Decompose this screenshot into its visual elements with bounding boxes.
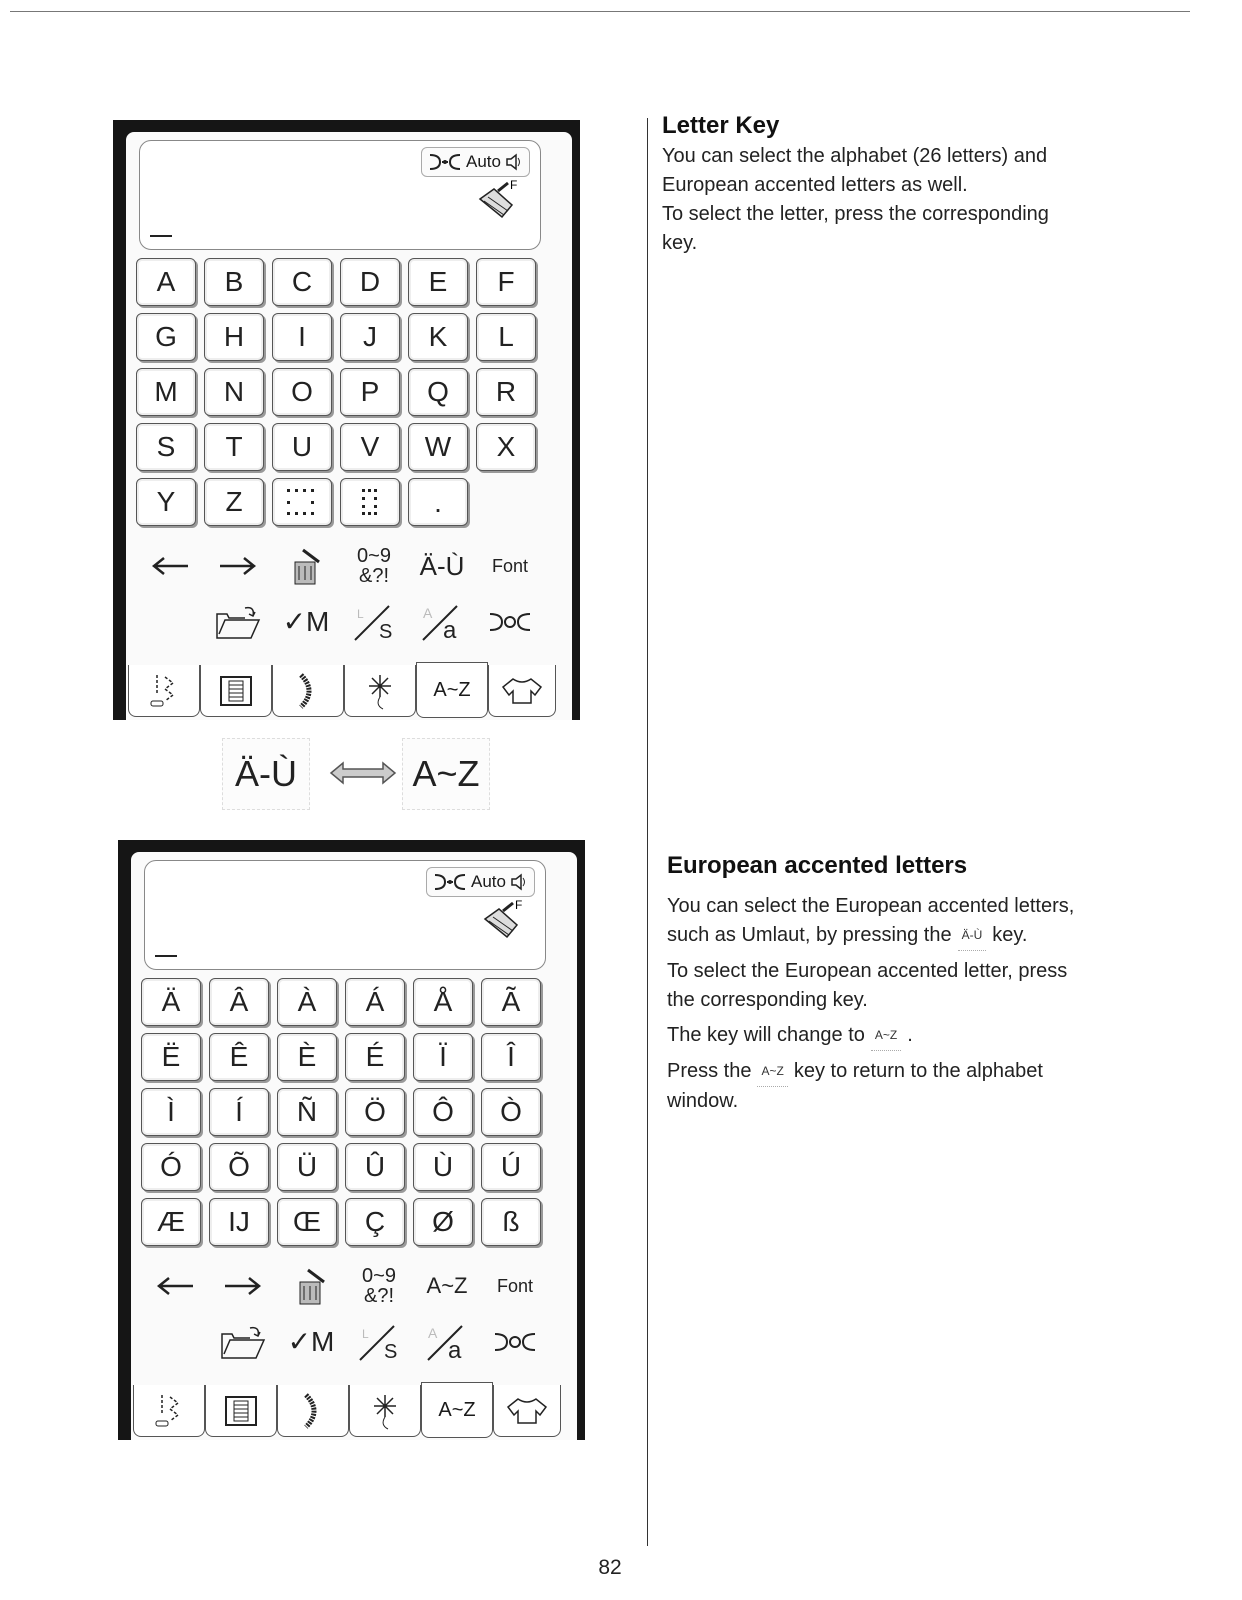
european-line: To select the European accented letter, press [667,960,1068,982]
european-line: The key will change to [667,1024,865,1046]
thread-tension-icon [488,611,532,633]
letter-size-button[interactable] [345,1318,413,1366]
tension-button[interactable] [481,1318,549,1366]
memory-check-button[interactable]: ✓M [282,606,330,637]
european-line: You can select the European accented letters, [667,895,1075,917]
key-i-circumflex[interactable]: Î [481,1033,541,1081]
small-space-icon [360,487,380,517]
tension-icon [433,872,467,892]
key-k[interactable]: K [408,313,468,361]
key-o-umlaut[interactable]: Ö [345,1088,405,1136]
key-e[interactable]: E [408,258,468,306]
numbers-symbols-button[interactable] [345,1262,413,1310]
size-letter: S [379,621,393,642]
key-sharp-s[interactable]: ß [481,1198,541,1246]
key-g[interactable]: G [136,313,196,361]
key-s[interactable]: S [136,423,196,471]
key-i-umlaut[interactable]: Ï [413,1033,473,1081]
foot-letter: F [510,178,518,192]
european-line: key. [992,924,1028,946]
european-line: such as Umlaut, by pressing the [667,924,952,946]
top-rule [10,11,1190,12]
tab-buttonhole[interactable] [205,1385,277,1437]
european-paragraph-4 [667,1057,1187,1116]
european-paragraph-1 [667,892,1187,951]
buttonhole-icon [224,1395,258,1427]
key-oe[interactable]: Œ [277,1198,337,1246]
quilt-star-icon [370,1391,400,1431]
arrow-right-icon [218,555,258,577]
letter-case-button[interactable] [408,598,476,646]
letter-size-button[interactable] [340,598,408,646]
key-o-circumflex[interactable]: Ô [413,1088,473,1136]
text-cursor [155,955,177,957]
alphabet-mode-key: A~Z [402,738,490,810]
tab-garment[interactable] [493,1385,561,1437]
auto-tension-indicator [426,867,535,897]
size-letter: S [384,1341,398,1362]
numbers-symbols-button[interactable] [340,542,408,590]
auto-label: Auto [466,152,501,171]
shirt-icon [504,1395,550,1427]
mode-switch-illustration [222,738,502,812]
thread-tension-icon [493,1331,537,1353]
key-e-circumflex[interactable]: Ê [209,1033,269,1081]
key-a-acute[interactable]: Á [345,978,405,1026]
case-slash-icon [422,1322,472,1362]
key-a-umlaut[interactable]: Ä [141,978,201,1026]
key-u-umlaut[interactable]: Ü [277,1143,337,1191]
key-period[interactable]: . [408,478,468,526]
column-divider [647,118,648,1546]
numbers-label: 0~9 [357,545,391,567]
satin-curve-icon [300,1393,326,1429]
numbers-label: 0~9 [362,1265,396,1287]
memory-check-button[interactable]: ✓M [287,1326,335,1357]
european-screen [131,852,577,1440]
page-number: 82 [598,1556,622,1579]
tab-letters[interactable]: A~Z [421,1382,493,1438]
function-row-1 [136,542,544,590]
letter-case-button[interactable] [413,1318,481,1366]
key-f[interactable]: F [476,258,536,306]
trash-icon [289,546,323,586]
key-n[interactable]: N [204,368,264,416]
cursor-right-button[interactable] [209,1262,277,1310]
key-y[interactable]: Y [136,478,196,526]
trash-icon [294,1266,328,1306]
key-c[interactable]: C [272,258,332,306]
key-x[interactable]: X [476,423,536,471]
letter-key-line: To select the letter, press the corresponding [662,203,1049,225]
letter-key-line: European accented letters as well. [662,174,968,196]
arrow-left-icon [150,555,190,577]
presser-foot-icon [474,177,522,223]
key-a-tilde[interactable]: Ã [481,978,541,1026]
key-ae[interactable]: Æ [141,1198,201,1246]
tab-letters[interactable]: A~Z [416,662,488,718]
text-display [139,140,541,250]
utility-stitch-icon [149,673,179,709]
key-e-grave[interactable]: È [277,1033,337,1081]
key-b[interactable]: B [204,258,264,306]
key-u-acute[interactable]: Ú [481,1143,541,1191]
accented-mode-key: Ä-Ù [222,738,310,810]
svg-text:L: L [357,607,364,621]
tab-decorative[interactable] [272,665,344,717]
foot-letter: F [515,898,523,912]
double-arrow-icon [327,760,399,786]
function-row-1 [141,1262,549,1310]
key-h[interactable]: H [204,313,264,361]
key-r[interactable]: R [476,368,536,416]
european-line: key to return to the alphabet [793,1060,1043,1082]
tab-utility[interactable] [133,1385,205,1437]
key-o-grave[interactable]: Ò [481,1088,541,1136]
tab-quilt[interactable] [344,665,416,717]
file-open-button[interactable] [204,598,272,646]
key-i-grave[interactable]: Ì [141,1088,201,1136]
utility-stitch-icon [154,1393,184,1429]
key-m[interactable]: M [136,368,196,416]
delete-button[interactable] [272,542,340,590]
large-space-icon [285,487,319,517]
key-t[interactable]: T [204,423,264,471]
cursor-left-button[interactable] [141,1262,209,1310]
buttonhole-icon [219,675,253,707]
european-paragraph-3 [667,1021,1187,1051]
alphabet-button[interactable]: A~Z [426,1273,468,1298]
key-u-grave[interactable]: Ù [413,1143,473,1191]
tab-garment[interactable] [488,665,556,717]
presser-foot-icon [479,897,527,943]
key-i-acute[interactable]: Í [209,1088,269,1136]
key-l[interactable]: L [476,313,536,361]
shirt-icon [499,675,545,707]
auto-tension-indicator [421,147,530,177]
alphabet-screen [126,132,572,720]
letter-key-heading: Letter Key [662,112,780,139]
european-body [667,892,1187,1122]
key-a-ring[interactable]: Å [413,978,473,1026]
key-d[interactable]: D [340,258,400,306]
key-q[interactable]: Q [408,368,468,416]
text-display [144,860,546,970]
mode-tab-bar [126,662,572,720]
accented-letters-button[interactable]: Ä-Ù [419,551,465,581]
key-e-umlaut[interactable]: Ë [141,1033,201,1081]
symbols-label: &?! [363,1285,395,1307]
cursor-right-button[interactable] [204,542,272,590]
delete-button[interactable] [277,1262,345,1310]
key-o-acute[interactable]: Ó [141,1143,201,1191]
european-line: window. [667,1090,739,1112]
empty-slot [476,478,536,526]
alphabet-key-reference: A~Z [757,1057,787,1087]
key-small-space[interactable] [340,478,400,526]
european-panel [118,840,585,1440]
font-button[interactable]: Font [496,1276,534,1296]
key-v[interactable]: V [340,423,400,471]
speaker-icon [510,872,528,892]
arrow-right-icon [223,1275,263,1297]
letter-key-line: key. [662,232,698,254]
folder-icon [215,604,261,640]
key-i[interactable]: I [272,313,332,361]
european-line: the corresponding key. [667,989,868,1011]
letter-key-body [662,142,1182,258]
tension-button[interactable] [476,598,544,646]
satin-curve-icon [295,673,321,709]
function-row-2 [136,598,544,646]
tab-decorative[interactable] [277,1385,349,1437]
key-a[interactable]: A [136,258,196,306]
function-row-2 [141,1318,549,1366]
folder-icon [220,1324,266,1360]
key-a-grave[interactable]: À [277,978,337,1026]
key-n-tilde[interactable]: Ñ [277,1088,337,1136]
alphabet-key-grid [136,258,538,528]
file-open-button[interactable] [209,1318,277,1366]
svg-text:A: A [423,605,433,621]
accented-key-reference: Ä-Ù [958,921,987,951]
european-line: Press the [667,1060,752,1082]
key-u-circumflex[interactable]: Û [345,1143,405,1191]
arrow-left-icon [155,1275,195,1297]
key-j[interactable]: J [340,313,400,361]
european-line: . [907,1024,913,1046]
svg-text:A: A [428,1325,438,1341]
key-z[interactable]: Z [204,478,264,526]
european-paragraph-2 [667,957,1187,1015]
alphabet-panel [113,120,580,720]
tension-icon [428,152,462,172]
text-cursor [150,235,172,237]
key-o[interactable]: O [272,368,332,416]
mode-tab-bar [131,1382,577,1440]
case-letter: a [448,1337,462,1362]
empty-slot [136,598,204,646]
tab-quilt[interactable] [349,1385,421,1437]
european-key-grid [141,978,543,1248]
key-o-slash[interactable]: Ø [413,1198,473,1246]
empty-slot [141,1318,209,1366]
cursor-left-button[interactable] [136,542,204,590]
key-ij[interactable]: IJ [209,1198,269,1246]
symbols-label: &?! [358,565,390,587]
key-o-tilde[interactable]: Õ [209,1143,269,1191]
tab-buttonhole[interactable] [200,665,272,717]
key-e-acute[interactable]: É [345,1033,405,1081]
size-slash-icon [354,1322,404,1362]
svg-text:L: L [362,1327,369,1341]
quilt-star-icon [365,671,395,711]
key-c-cedilla[interactable]: Ç [345,1198,405,1246]
key-a-circumflex[interactable]: Â [209,978,269,1026]
speaker-icon [505,152,523,172]
key-w[interactable]: W [408,423,468,471]
auto-label: Auto [471,872,506,891]
key-large-space[interactable] [272,478,332,526]
key-u[interactable]: U [272,423,332,471]
size-slash-icon [349,602,399,642]
case-letter: a [443,617,457,642]
key-p[interactable]: P [340,368,400,416]
letter-key-line: You can select the alphabet (26 letters) and [662,145,1048,167]
european-heading: European accented letters [667,852,968,879]
case-slash-icon [417,602,467,642]
alphabet-key-reference: A~Z [871,1021,901,1051]
tab-utility[interactable] [128,665,200,717]
font-button[interactable]: Font [491,556,529,576]
